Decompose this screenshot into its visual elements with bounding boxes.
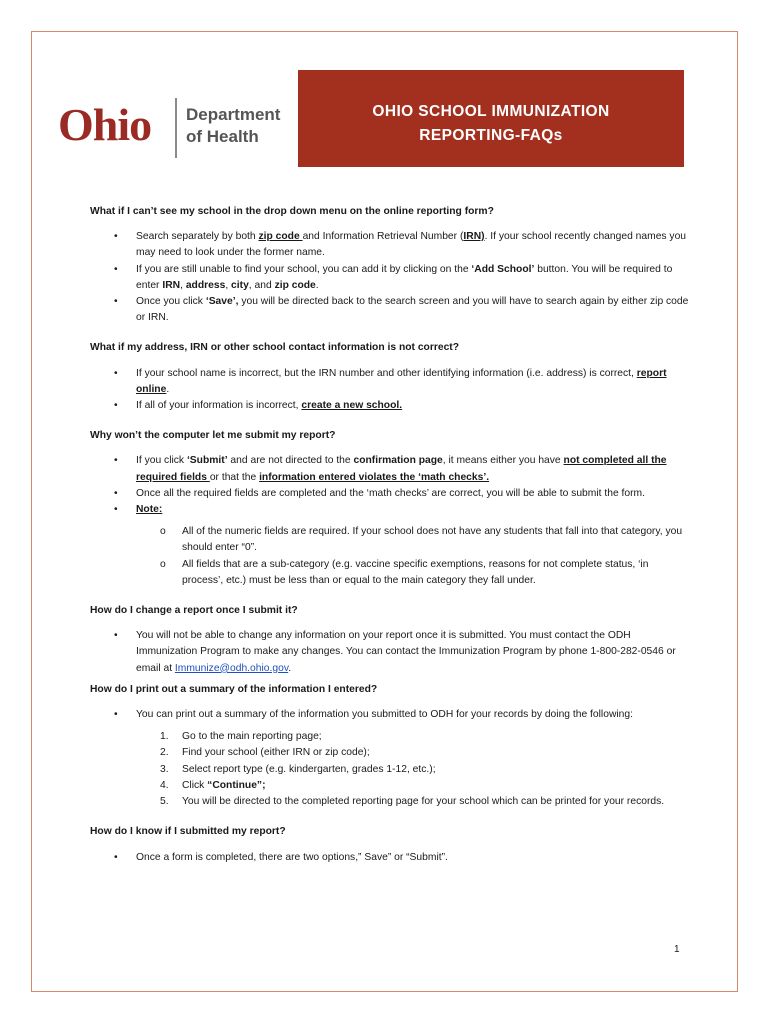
text-run: you will be directed back to the search screen and you will have to search again by either zip code or IRN. (136, 296, 689, 324)
text-run: All fields that are a sub-category (e.g. vaccine specific exemptions, reasons for not complete status, ‘in process’, etc.) must be less than or equal to the main category they fall under. (182, 558, 649, 586)
title-line-2: REPORTING-FAQs (419, 127, 563, 144)
list-item (90, 486, 690, 502)
text-run: . If your school recently changed names you may need to look under the former name. (136, 231, 687, 259)
list-item (90, 502, 690, 589)
text-run: 1. (160, 731, 169, 743)
list-item (90, 229, 690, 261)
text-run: and are not directed to the (227, 455, 354, 467)
text-run: If your school name is incorrect, but the IRN number and other identifying information (i.e. address) is correct, (136, 367, 637, 379)
text-run: and Information Retrieval Number ( (302, 231, 464, 243)
text-run: Select report type (e.g. kindergarten, grades 1-12, etc.); (182, 763, 436, 775)
text-run: . (315, 279, 319, 291)
text-run: Go to the main reporting page; (182, 731, 322, 743)
note-label: Note: (136, 504, 163, 516)
text-run: zip code (274, 279, 316, 291)
text-run: You can print out a summary of the information you submitted to ODH for your records by doing the following: (136, 709, 633, 721)
faq-question-submit: Why won’t the computer let me submit my report? (90, 430, 336, 442)
list-item (136, 557, 690, 589)
faq-answer-list (90, 707, 690, 810)
text-run: You will not be able to change any information on your report once it is submitted. You must contact the ODH Immunization Program to make any changes. You can contact the Immunization Program by phone 1-800-282-0546 or email at (136, 630, 676, 674)
faq-question-contact-info: What if my address, IRN or other school contact information is not correct? (90, 342, 460, 354)
faq-answer-list (90, 628, 690, 677)
list-item (136, 745, 690, 761)
text-run: 3. (160, 763, 169, 775)
text-run: If you click (136, 455, 187, 467)
text-run: IRN) (463, 231, 485, 243)
text-run: . (288, 662, 292, 674)
text-run: . (166, 383, 170, 395)
list-item (136, 524, 690, 556)
steps-list (136, 729, 690, 810)
list-item (90, 294, 690, 326)
text-run: city (231, 279, 249, 291)
text-run: “Continue”; (207, 779, 266, 791)
faq-question-print-summary: How do I print out a summary of the information I entered? (90, 683, 378, 695)
list-item (136, 762, 690, 778)
text-run: , (225, 279, 232, 291)
list-item (136, 729, 690, 745)
text-run: Once you click (136, 296, 206, 308)
list-item (90, 453, 690, 485)
list-item (90, 262, 690, 294)
logo-department-text: Department of Health (186, 105, 281, 146)
text-run: If all of your information is incorrect, (136, 400, 302, 412)
text-run: not completed all the required fields (136, 455, 667, 483)
text-run: zip code (258, 231, 303, 243)
faq-content (90, 204, 690, 880)
page-number: 1 (674, 944, 680, 955)
list-item (136, 794, 690, 810)
text-run: IRN (162, 279, 181, 291)
list-item (90, 398, 690, 414)
text-run: , it means either you have (442, 455, 564, 467)
list-item (90, 850, 690, 866)
text-run: information entered violates the ‘math checks’. (259, 471, 490, 483)
logo-divider (175, 98, 177, 158)
text-run: All of the numeric fields are required. If your school does not have any students that fall into that category, you should enter “0”. (182, 526, 683, 554)
text-run: ‘Submit’ (186, 455, 228, 467)
text-run: If you are still unable to find your school, you can add it by clicking on the (136, 263, 472, 275)
title-banner (298, 70, 684, 167)
text-run: button. You will be required to enter (136, 263, 673, 291)
text-run: Once a form is completed, there are two options,” Save” or “Submit”. (136, 851, 448, 863)
faq-question-school-dropdown: What if I can’t see my school in the drop down menu on the online reporting form? (90, 206, 494, 217)
text-run: Once all the required fields are completed and the ‘math checks’ are correct, you will be able to submit the form. (136, 487, 645, 499)
faq-question-change-report: How do I change a report once I submit it? (90, 605, 298, 617)
text-run: Click (182, 779, 208, 791)
text-run: ‘Add School’ (471, 263, 535, 275)
text-run: address (185, 279, 226, 291)
text-run: 5. (160, 796, 169, 808)
faq-answer-list (90, 229, 690, 326)
report-online-link[interactable]: report online (136, 367, 667, 395)
text-run: , (180, 279, 186, 291)
text-run: Find your school (either IRN or zip code); (182, 747, 370, 759)
text-run: or that the (209, 471, 260, 483)
text-run: You will be directed to the completed reporting page for your school which can be printed for your records. (182, 796, 665, 808)
list-item (90, 628, 690, 677)
list-item (90, 366, 690, 398)
title-line-1: OHIO SCHOOL IMMUNIZATION (372, 103, 610, 120)
faq-answer-list (90, 453, 690, 589)
list-item (90, 707, 690, 810)
note-sub-list (136, 524, 690, 589)
faq-question-submitted: How do I know if I submitted my report? (90, 826, 286, 838)
faq-answer-list (90, 850, 690, 866)
create-new-school-link[interactable]: create a new school. (301, 400, 403, 412)
logo-word: Ohio (58, 99, 152, 150)
text-run: , and (248, 279, 275, 291)
text-run: 2. (160, 747, 169, 759)
faq-answer-list (90, 366, 690, 415)
email-link[interactable]: Immunize@odh.ohio.gov (174, 662, 289, 674)
text-run: confirmation page (353, 455, 443, 467)
text-run: Search separately by both (136, 231, 259, 243)
text-run: ‘Save’, (205, 296, 239, 308)
list-item (136, 778, 690, 794)
text-run: 4. (160, 779, 169, 791)
